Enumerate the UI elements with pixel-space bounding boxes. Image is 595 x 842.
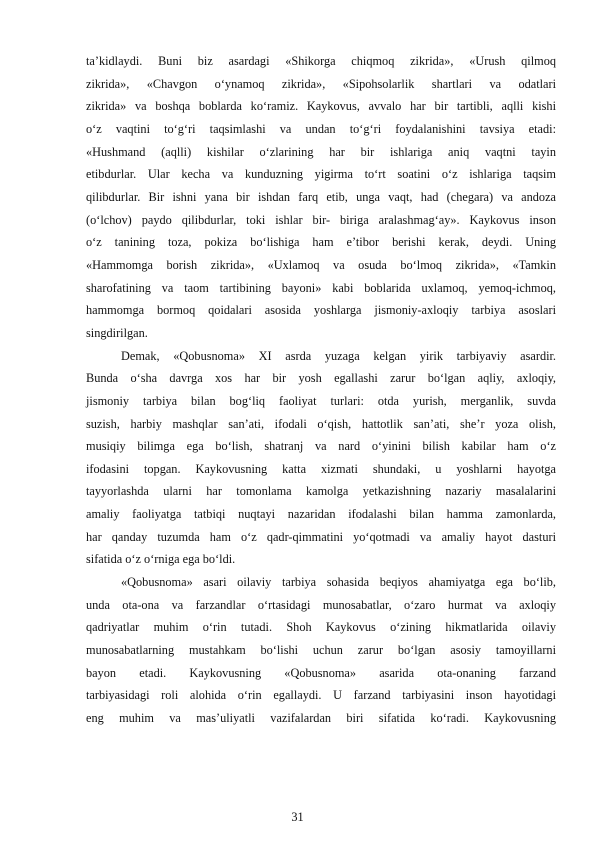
text-line: hammomga bormoq qoidalari asosida yoshlarga jismoniy-axloqiy tarbiya asoslari [86,303,556,318]
text-line: etibdurlar. Ular kecha va kunduzning yigirma to‘rt soatini o‘z ishlariga taqsim [86,167,556,182]
text-line: ifodasini topgan. Kaykovusning katta xizmati shundaki, u yoshlarni hayotga [86,461,556,476]
text-line: suzish, harbiy mashqlar san’ati, ifodali o‘qish, hattotlik san’ati, she’r yoza olish, [86,416,556,431]
text-line: (o‘lchov) paydo qilibdurlar, toki ishlar bir- biriga aralashmag‘ay». Kaykovus inson [86,212,556,227]
document-page [86,50,556,730]
text-line: singdirilgan. [86,325,148,340]
text-line: unda ota-ona va farzandlar o‘rtasidagi munosabatlar, o‘zaro hurmat va axloqiy [86,597,556,612]
text-line: har qanday tuzumda ham o‘z qadr-qimmatini yo‘qotmadi va amaliy hayot dasturi [86,529,556,544]
text-line: «Hushmand (aqlli) kishilar o‘zlarining har bir ishlariga aniq vaqtni tayin [86,144,556,159]
text-line: o‘z vaqtini to‘g‘ri taqsimlashi va undan to‘g‘ri foydalanishini tavsiya etadi: [86,121,556,136]
text-line: qadriyatlar muhim o‘rin tutadi. Shoh Kaykovus o‘zining hikmatlarida oilaviy [86,620,556,635]
text-line: sharofatining va taom tartibining bayoni» kabi boblarida uxlamoq, yemoq-ichmoq, [86,280,556,295]
text-line: Demak, «Qobusnoma» XI asrda yuzaga kelgan yirik tarbiyaviy asardir. [121,348,556,363]
text-line: Bunda o‘sha davrga xos har bir yosh egallashi zarur bo‘lgan aqliy, axloqiy, [86,371,556,386]
text-line: tayyorlashda ularni har tomonlama kamolga yetkazishning nazariy masalalarini [86,484,556,499]
page-number: 31 [291,810,304,824]
text-line: tarbiyasidagi roli alohida o‘rin egallaydi. U farzand tarbiyasini inson hayotidagi [86,688,556,703]
paragraph [86,345,556,572]
text-line: ta’kidlaydi. Buni biz asardagi «Shikorga chiqmoq zikrida», «Urush qilmoq [86,54,556,68]
text-line: sifatida o‘z o‘rniga ega bo‘ldi. [86,552,236,567]
text-line: amaliy faoliyatga tatbiqi nuqtayi nazaridan ifodalashi bilan hamma zamonlarda, [86,507,556,522]
text-line: qilibdurlar. Bir ishni yana bir ishdan farq etib, unga vaqt, had (chegara) va andoza [86,189,556,204]
paragraph [86,571,556,730]
text-line: munosabatlarning mustahkam bo‘lishi uchun zarur bo‘lgan asosiy tamoyillarni [86,643,556,658]
text-line: jismoniy tarbiya bilan bog‘liq faoliyat turlari: otda yurish, merganlik, suvda [86,393,556,408]
text-line: «Hammomga borish zikrida», «Uxlamoq va osuda bo‘lmoq zikrida», «Tamkin [86,257,556,272]
text-line: zikrida» va boshqa boblarda ko‘ramiz. Kaykovus, avvalo har bir tartibli, aqlli kishi [86,99,556,114]
paragraph [86,50,556,345]
text-line: «Qobusnoma» asari oilaviy tarbiya sohasida beqiyos ahamiyatga ega bo‘lib, [121,575,556,590]
text-line: bayon etadi. Kaykovusning «Qobusnoma» asarida ota-onaning farzand [86,665,556,680]
text-line: o‘z tanining toza, pokiza bo‘lishiga ham e’tibor berishi kerak, deydi. Uning [86,235,556,250]
text-line: musiqiy bilimga ega bo‘lish, shatranj va nard o‘yinini bilish kabilar ham o‘z [86,439,556,454]
text-line: zikrida», «Chavgon o‘ynamoq zikrida», «Sipohsolarlik shartlari va odatlari [86,76,556,91]
text-line: eng muhim va mas’uliyatli vazifalardan biri sifatida ko‘radi. Kaykovusning [86,711,556,726]
